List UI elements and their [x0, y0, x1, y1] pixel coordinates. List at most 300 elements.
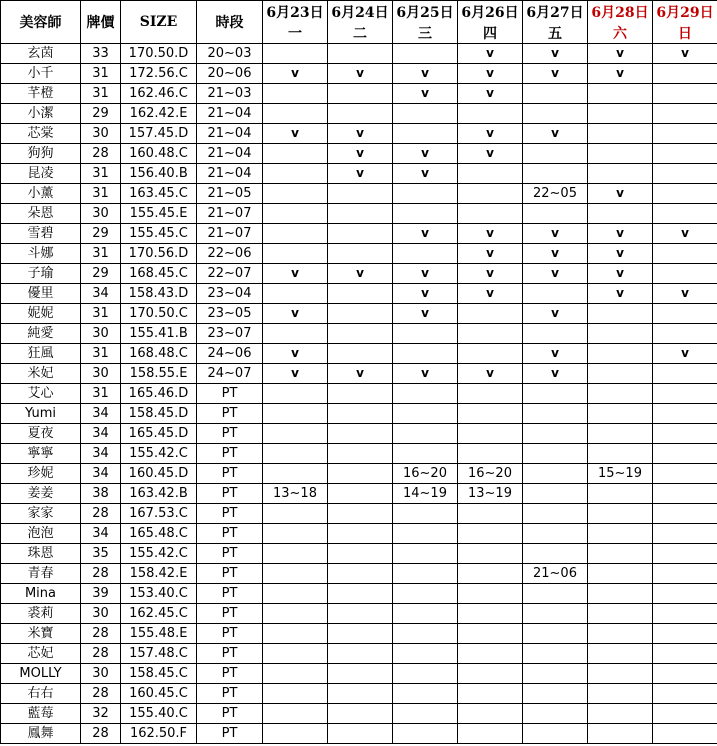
day-cell: [588, 524, 653, 544]
day-cell: v: [458, 264, 523, 284]
shift-cell: 24~07: [197, 364, 263, 384]
day-cell: [458, 724, 523, 744]
shift-cell: PT: [197, 384, 263, 404]
day-cell: [523, 484, 588, 504]
day-cell: [263, 424, 328, 444]
header-date: 6月23日: [263, 1, 328, 24]
header-weekday: 一: [263, 23, 328, 44]
day-cell: v: [523, 304, 588, 324]
day-cell: [458, 404, 523, 424]
day-cell: [458, 644, 523, 664]
day-cell: [653, 264, 717, 284]
shift-cell: 21~04: [197, 144, 263, 164]
day-cell: [328, 424, 393, 444]
day-cell: [328, 184, 393, 204]
header-weekday: 二: [328, 23, 393, 44]
day-cell: [263, 164, 328, 184]
shift-cell: 21~05: [197, 184, 263, 204]
day-cell: v: [458, 124, 523, 144]
price-cell: 31: [81, 244, 121, 264]
day-cell: [588, 324, 653, 344]
size-cell: 158.43.D: [121, 284, 197, 304]
day-cell: [653, 664, 717, 684]
day-cell: [653, 524, 717, 544]
day-cell: [393, 444, 458, 464]
day-cell: [458, 104, 523, 124]
size-cell: 162.50.F: [121, 724, 197, 744]
table-row: [1, 624, 717, 644]
day-cell: v: [588, 44, 653, 64]
table-row: [1, 144, 717, 164]
day-cell: [328, 304, 393, 324]
size-cell: 163.42.B: [121, 484, 197, 504]
beautician-name: 青春: [1, 564, 81, 584]
shift-cell: 24~06: [197, 344, 263, 364]
day-cell: [328, 204, 393, 224]
day-cell: [653, 544, 717, 564]
size-cell: 170.56.D: [121, 244, 197, 264]
price-cell: 28: [81, 684, 121, 704]
price-cell: 28: [81, 564, 121, 584]
day-cell: v: [458, 44, 523, 64]
day-cell: [263, 504, 328, 524]
day-cell: [653, 384, 717, 404]
day-cell: [263, 644, 328, 664]
day-cell: v: [653, 44, 717, 64]
day-cell: [458, 204, 523, 224]
size-cell: 155.45.C: [121, 224, 197, 244]
table-row: [1, 84, 717, 104]
day-cell: [588, 424, 653, 444]
day-cell: [328, 684, 393, 704]
day-cell: [653, 364, 717, 384]
header-weekday: 六: [588, 23, 653, 44]
day-cell: [653, 624, 717, 644]
day-cell: [588, 484, 653, 504]
day-cell: [393, 724, 458, 744]
day-cell: v: [458, 84, 523, 104]
day-cell: v: [458, 364, 523, 384]
day-cell: [458, 684, 523, 704]
day-cell: [653, 184, 717, 204]
table-row: [1, 304, 717, 324]
day-cell: [588, 664, 653, 684]
day-cell: [588, 584, 653, 604]
header-time: 時段: [197, 1, 263, 44]
day-cell: [458, 344, 523, 364]
beautician-name: 純愛: [1, 324, 81, 344]
table-row: [1, 244, 717, 264]
day-cell: [263, 724, 328, 744]
shift-cell: 23~07: [197, 324, 263, 344]
day-cell: [523, 664, 588, 684]
day-cell: [393, 644, 458, 664]
day-cell: [588, 104, 653, 124]
table-row: [1, 524, 717, 544]
size-cell: 168.48.C: [121, 344, 197, 364]
day-cell: 13~19: [458, 484, 523, 504]
day-cell: [523, 84, 588, 104]
size-cell: 162.46.C: [121, 84, 197, 104]
day-cell: [653, 424, 717, 444]
price-cell: 39: [81, 584, 121, 604]
table-row: [1, 124, 717, 144]
price-cell: 31: [81, 84, 121, 104]
size-cell: 155.42.C: [121, 544, 197, 564]
day-cell: [523, 644, 588, 664]
day-cell: [263, 144, 328, 164]
shift-cell: PT: [197, 404, 263, 424]
day-cell: [393, 504, 458, 524]
beautician-name: 芯棠: [1, 124, 81, 144]
day-cell: v: [328, 364, 393, 384]
day-cell: [328, 84, 393, 104]
day-cell: [653, 324, 717, 344]
table-row: [1, 224, 717, 244]
day-cell: v: [458, 64, 523, 84]
table-row: [1, 464, 717, 484]
beautician-name: 裘莉: [1, 604, 81, 624]
header-date: 6月24日: [328, 1, 393, 24]
day-cell: [263, 624, 328, 644]
day-cell: [588, 624, 653, 644]
day-cell: [263, 564, 328, 584]
day-cell: [588, 704, 653, 724]
beautician-name: MOLLY: [1, 664, 81, 684]
day-cell: [263, 324, 328, 344]
header-date: 6月25日: [393, 1, 458, 24]
beautician-name: 夏夜: [1, 424, 81, 444]
day-cell: [588, 144, 653, 164]
day-cell: v: [263, 264, 328, 284]
shift-cell: 21~04: [197, 164, 263, 184]
day-cell: [653, 724, 717, 744]
price-cell: 28: [81, 644, 121, 664]
shift-cell: 22~06: [197, 244, 263, 264]
day-cell: [328, 444, 393, 464]
day-cell: v: [653, 224, 717, 244]
day-cell: [328, 244, 393, 264]
day-cell: [523, 384, 588, 404]
price-cell: 34: [81, 404, 121, 424]
header-weekday: 四: [458, 23, 523, 44]
day-cell: [393, 204, 458, 224]
day-cell: [588, 344, 653, 364]
day-cell: [653, 564, 717, 584]
price-cell: 28: [81, 624, 121, 644]
day-cell: [328, 284, 393, 304]
day-cell: [458, 304, 523, 324]
price-cell: 29: [81, 104, 121, 124]
day-cell: v: [588, 64, 653, 84]
beautician-name: 小千: [1, 64, 81, 84]
beautician-name: 珍妮: [1, 464, 81, 484]
size-cell: 158.42.E: [121, 564, 197, 584]
day-cell: [393, 384, 458, 404]
beautician-name: 米妃: [1, 364, 81, 384]
day-cell: [653, 124, 717, 144]
table-row: [1, 504, 717, 524]
day-cell: v: [588, 284, 653, 304]
day-cell: v: [523, 124, 588, 144]
day-cell: [458, 564, 523, 584]
size-cell: 160.45.D: [121, 464, 197, 484]
day-cell: [523, 464, 588, 484]
price-cell: 30: [81, 604, 121, 624]
price-cell: 34: [81, 524, 121, 544]
day-cell: [523, 444, 588, 464]
day-cell: v: [393, 224, 458, 244]
day-cell: [653, 164, 717, 184]
day-cell: v: [523, 244, 588, 264]
shift-cell: PT: [197, 724, 263, 744]
table-row: [1, 544, 717, 564]
day-cell: [588, 84, 653, 104]
day-cell: [393, 124, 458, 144]
beautician-name: 優里: [1, 284, 81, 304]
schedule-body: [1, 44, 717, 744]
shift-cell: 21~03: [197, 84, 263, 104]
table-row: [1, 204, 717, 224]
header-row-dates: [1, 1, 717, 24]
day-cell: [328, 464, 393, 484]
day-cell: [328, 564, 393, 584]
day-cell: v: [458, 224, 523, 244]
day-cell: v: [393, 264, 458, 284]
price-cell: 31: [81, 164, 121, 184]
size-cell: 157.45.D: [121, 124, 197, 144]
day-cell: [328, 404, 393, 424]
day-cell: [393, 544, 458, 564]
day-cell: [393, 524, 458, 544]
beautician-name: 米寶: [1, 624, 81, 644]
day-cell: [393, 624, 458, 644]
beautician-name: Yumi: [1, 404, 81, 424]
day-cell: [523, 524, 588, 544]
day-cell: [588, 684, 653, 704]
day-cell: [393, 684, 458, 704]
day-cell: [328, 344, 393, 364]
size-cell: 158.45.D: [121, 404, 197, 424]
day-cell: v: [263, 304, 328, 324]
day-cell: [393, 344, 458, 364]
price-cell: 34: [81, 424, 121, 444]
price-cell: 29: [81, 264, 121, 284]
day-cell: v: [523, 224, 588, 244]
day-cell: v: [653, 344, 717, 364]
day-cell: [588, 604, 653, 624]
day-cell: [328, 104, 393, 124]
day-cell: [393, 404, 458, 424]
day-cell: [458, 184, 523, 204]
day-cell: [458, 504, 523, 524]
beautician-name: 子瑜: [1, 264, 81, 284]
price-cell: 30: [81, 364, 121, 384]
day-cell: [523, 324, 588, 344]
day-cell: [523, 144, 588, 164]
table-row: [1, 484, 717, 504]
header-date: 6月27日: [523, 1, 588, 24]
day-cell: [523, 164, 588, 184]
day-cell: [653, 464, 717, 484]
size-cell: 153.40.C: [121, 584, 197, 604]
day-cell: [393, 324, 458, 344]
day-cell: [328, 624, 393, 644]
day-cell: [653, 244, 717, 264]
day-cell: [328, 644, 393, 664]
price-cell: 35: [81, 544, 121, 564]
day-cell: [458, 544, 523, 564]
price-cell: 31: [81, 344, 121, 364]
day-cell: 13~18: [263, 484, 328, 504]
day-cell: [263, 584, 328, 604]
day-cell: [653, 104, 717, 124]
price-cell: 34: [81, 464, 121, 484]
day-cell: 22~05: [523, 184, 588, 204]
header-weekday: 日: [653, 23, 717, 44]
day-cell: [653, 404, 717, 424]
price-cell: 32: [81, 704, 121, 724]
table-row: [1, 284, 717, 304]
header-date: 6月28日: [588, 1, 653, 24]
day-cell: [328, 384, 393, 404]
day-cell: v: [263, 64, 328, 84]
day-cell: [263, 464, 328, 484]
day-cell: v: [458, 244, 523, 264]
day-cell: [653, 704, 717, 724]
table-row: [1, 364, 717, 384]
beautician-name: 芯妃: [1, 644, 81, 664]
beautician-name: 昆凌: [1, 164, 81, 184]
day-cell: [588, 124, 653, 144]
beautician-name: 姜姜: [1, 484, 81, 504]
day-cell: [393, 244, 458, 264]
day-cell: [263, 404, 328, 424]
shift-cell: 21~07: [197, 204, 263, 224]
shift-cell: PT: [197, 524, 263, 544]
day-cell: [653, 444, 717, 464]
shift-cell: 21~04: [197, 124, 263, 144]
shift-cell: PT: [197, 704, 263, 724]
table-row: [1, 164, 717, 184]
beautician-name: 妮妮: [1, 304, 81, 324]
day-cell: [263, 384, 328, 404]
table-row: [1, 64, 717, 84]
table-row: [1, 444, 717, 464]
size-cell: 167.53.C: [121, 504, 197, 524]
shift-cell: PT: [197, 624, 263, 644]
price-cell: 30: [81, 664, 121, 684]
table-row: [1, 44, 717, 64]
size-cell: 165.48.C: [121, 524, 197, 544]
table-row: [1, 644, 717, 664]
price-cell: 31: [81, 384, 121, 404]
shift-cell: PT: [197, 464, 263, 484]
size-cell: 172.56.C: [121, 64, 197, 84]
beautician-name: Mina: [1, 584, 81, 604]
day-cell: [458, 384, 523, 404]
day-cell: [458, 584, 523, 604]
header-size: SIZE: [121, 1, 197, 44]
price-cell: 31: [81, 304, 121, 324]
day-cell: [458, 664, 523, 684]
day-cell: [588, 724, 653, 744]
day-cell: v: [588, 184, 653, 204]
day-cell: [588, 544, 653, 564]
size-cell: 155.42.C: [121, 444, 197, 464]
day-cell: v: [393, 304, 458, 324]
day-cell: [653, 644, 717, 664]
day-cell: v: [523, 364, 588, 384]
day-cell: [458, 524, 523, 544]
shift-cell: 23~05: [197, 304, 263, 324]
day-cell: [328, 724, 393, 744]
day-cell: [328, 584, 393, 604]
size-cell: 162.45.C: [121, 604, 197, 624]
beautician-name: 泡泡: [1, 524, 81, 544]
day-cell: [588, 304, 653, 324]
day-cell: [653, 64, 717, 84]
price-cell: 30: [81, 204, 121, 224]
price-cell: 30: [81, 124, 121, 144]
day-cell: [653, 204, 717, 224]
day-cell: [328, 504, 393, 524]
size-cell: 155.40.C: [121, 704, 197, 724]
day-cell: [653, 144, 717, 164]
header-name: 美容師: [1, 1, 81, 44]
shift-cell: 22~07: [197, 264, 263, 284]
day-cell: [263, 444, 328, 464]
day-cell: v: [653, 284, 717, 304]
size-cell: 165.46.D: [121, 384, 197, 404]
table-row: [1, 664, 717, 684]
size-cell: 162.42.E: [121, 104, 197, 124]
price-cell: 28: [81, 504, 121, 524]
beautician-name: 藍莓: [1, 704, 81, 724]
day-cell: [523, 704, 588, 724]
shift-cell: PT: [197, 444, 263, 464]
day-cell: v: [458, 284, 523, 304]
day-cell: [588, 364, 653, 384]
day-cell: [523, 204, 588, 224]
day-cell: [523, 724, 588, 744]
day-cell: [393, 184, 458, 204]
size-cell: 163.45.C: [121, 184, 197, 204]
beautician-name: 狂風: [1, 344, 81, 364]
size-cell: 170.50.D: [121, 44, 197, 64]
day-cell: [328, 224, 393, 244]
day-cell: v: [523, 64, 588, 84]
day-cell: [653, 304, 717, 324]
table-row: [1, 324, 717, 344]
shift-cell: PT: [197, 584, 263, 604]
day-cell: [458, 604, 523, 624]
shift-cell: PT: [197, 644, 263, 664]
day-cell: v: [328, 164, 393, 184]
price-cell: 31: [81, 184, 121, 204]
day-cell: [393, 664, 458, 684]
header-date: 6月26日: [458, 1, 523, 24]
beautician-name: 艾心: [1, 384, 81, 404]
header-date: 6月29日: [653, 1, 717, 24]
day-cell: v: [393, 144, 458, 164]
price-cell: 29: [81, 224, 121, 244]
shift-cell: PT: [197, 564, 263, 584]
day-cell: v: [523, 44, 588, 64]
day-cell: v: [393, 164, 458, 184]
size-cell: 155.45.E: [121, 204, 197, 224]
size-cell: 165.45.D: [121, 424, 197, 444]
